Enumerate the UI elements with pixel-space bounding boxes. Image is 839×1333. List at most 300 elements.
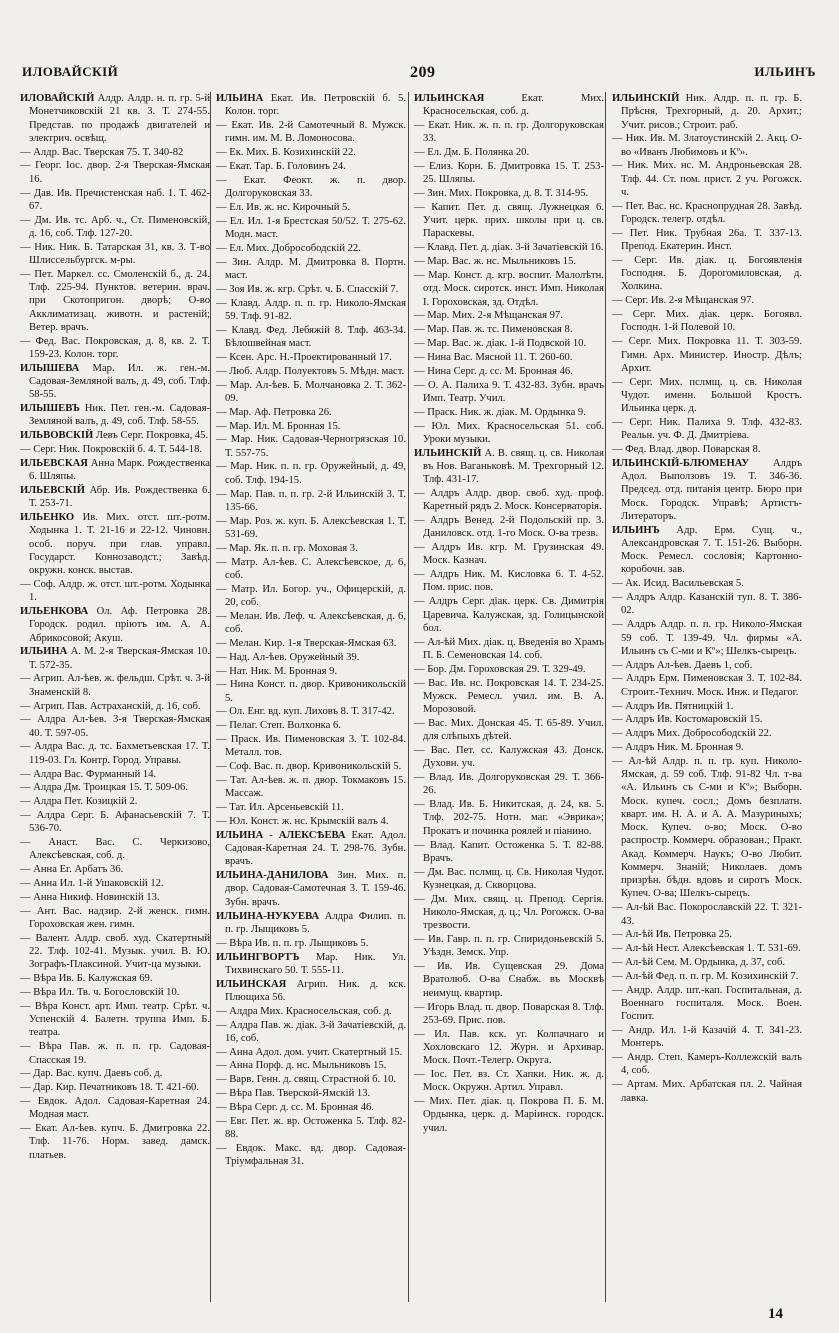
- entry-text: — Мар. Аф. Петровка 26.: [216, 406, 332, 418]
- directory-entry: [20, 781, 210, 794]
- entry-text: — Дм. Ив. тс. Арб. ч., Ст. Пименовскій, д. 16, соб. Тлф. 127-20.: [20, 214, 210, 239]
- directory-entry: [216, 92, 406, 119]
- entry-text: — Екат. Ив. 2-й Самотечный 8. Мужск. гимн. им. М. В. Ломоносова.: [216, 120, 406, 145]
- entry-text: — Алдр. Вас. Тверская 75. Т. 340-82: [20, 146, 184, 158]
- entry-text: — Тат. Ал-ѣев. ж. п. двор. Токмаковъ 15. Массаж.: [216, 775, 406, 800]
- directory-entry: [216, 379, 406, 406]
- entry-text: — Алдръ Ник. М. Бронная 9.: [612, 742, 744, 754]
- directory-entry: [414, 406, 604, 419]
- entry-text: — Серг. Мих. пслмщ. ц. св. Николая Чудот. именн. Большой Кростъ. Ильинка церк. д.: [612, 376, 802, 415]
- directory-entry: [20, 605, 210, 645]
- entry-text: — Серг. Ив. діак. ц. Богоявленія Господня. Б. Дорогомиловская, д. Холкина.: [612, 254, 802, 293]
- directory-entry: [612, 741, 802, 754]
- directory-entry: [414, 309, 604, 322]
- entry-text: — Серг. Ник. Палиха 9. Тлф. 432-83. Реальн. уч. Ф. Д. Дмитріева.: [612, 416, 802, 442]
- entry-text: Зин. Мих. п. двор. Садовая-Самотечная 3. Т. 159-46. Зубн. врачъ.: [225, 870, 406, 908]
- directory-entry: [612, 443, 802, 456]
- entry-surname: ИЛЫШЕВА: [20, 362, 80, 374]
- directory-entry: [20, 268, 210, 334]
- directory-entry: [20, 877, 210, 890]
- entry-text: — Ел. Дм. Б. Полянка 20.: [414, 147, 530, 159]
- directory-entry: [20, 809, 210, 836]
- entry-text: — Алдръ Ив. Костомаровскій 15.: [612, 714, 763, 726]
- entry-text: — Алдръ Ал-ѣев. Даевъ 1, соб.: [612, 659, 753, 671]
- entry-text: — Мар. Пав. ж. тс. Пименовская 8.: [414, 324, 573, 336]
- column-divider: [408, 92, 409, 1302]
- directory-entry: [216, 297, 406, 324]
- entry-text: — Алдра Пет. Козицкій 2.: [20, 796, 138, 808]
- entry-text: — Валент. Алдр. своб. худ. Скатертный 22. Тлф. 102-41. Музык. учил. В. Ю. Зографъ-Плаксиной. Учит-ца музыки.: [20, 932, 210, 971]
- entry-text: — Ал-ѣй Фед. п. п. гр. М. Козихинскій 7.: [612, 970, 799, 982]
- entry-text: — Нина Серг. д. сс. М. Бронная 46.: [414, 365, 573, 377]
- entry-surname: ИЛЬЕНКО: [20, 512, 75, 524]
- entry-text: — Мар. Конст. д. кгр. воспит. Малолѣтн. отд. Моск. сиротск. инст. Имп. Николая I. Гороховская, зд. Отдѣл.: [414, 270, 604, 308]
- entry-text: — Матр. Ал-ѣев. С. Алексѣевское, д. 6, соб.: [216, 556, 406, 581]
- directory-entry: [20, 1081, 210, 1094]
- entry-text: — Серг. Мих. Покровка 11. Т. 303-59. Гимн. Арх. Министер. Иностр. Дѣлъ; Архит.: [612, 336, 802, 374]
- directory-entry: [414, 160, 604, 187]
- entry-text: Екат. Мих. Красносельская, соб. д.: [423, 93, 604, 118]
- entry-text: — Ив. Гавр. п. п. гр. Спиридоньевскій 5. Уѣздн. Земск. Упр.: [414, 934, 604, 959]
- directory-entry: [414, 241, 604, 254]
- column-divider: [605, 92, 606, 1302]
- directory-entry: [216, 637, 406, 650]
- entry-text: — Вѣра Пав. ж. п. п. гр. Садовая-Спасская 19.: [20, 1041, 210, 1066]
- entry-text: — Георг. Іос. двор. 2-я Тверская-Ямская 16.: [20, 160, 210, 185]
- entry-text: — Серг. Ив. 2-я Мѣщанская 97.: [612, 295, 755, 307]
- entry-text: — Фед. Влад. двор. Поварская 8.: [612, 444, 761, 456]
- entry-text: Ник. Алдр. п. п. гр. Б. Прѣсня, Трехгорный, д. 20. Архит.; Учит. рисов.; Строит. раб.: [621, 93, 802, 131]
- entry-text: — Дм. Мих. свящ. ц. Препод. Сергія. Николо-Ямская, д. ц.; Чл. Рогожск. О-ва трезвости.: [414, 893, 604, 932]
- entry-text: — Зин. Мих. Покровка, д. 8. Т. 314-95.: [414, 188, 589, 200]
- entry-text: — Нина Конст. п. двор. Кривоникольскій 5.: [216, 679, 406, 704]
- directory-entry: [612, 92, 802, 132]
- directory-entry: [20, 1122, 210, 1162]
- entry-text: Агрип. Ник. д. кск. Плющиха 56.: [225, 978, 406, 1003]
- entry-text: — Соф. Вас. п. двор. Кривоникольскій 5.: [216, 761, 402, 773]
- directory-entry: [216, 1101, 406, 1114]
- entry-text: — Вѣра Серг. д. сс. М. Бронная 46.: [216, 1102, 374, 1113]
- entry-text: — Анаст. Вас. С. Черкизово, Алексѣевская, соб. д.: [20, 837, 210, 862]
- entry-text: — Вѣра Конст. арт. Имп. театр. Срѣт. ч. Успенскій 4. Балетн. труппа Имп. Б. театра.: [20, 1000, 210, 1039]
- entry-text: — Ел. Ил. 1-я Брестская 50/52. Т. 275-62. Модн. маст.: [216, 215, 406, 241]
- entry-text: — Ел. Мих. Добросободскій 22.: [216, 242, 361, 254]
- header-right-word: ИЛЬИНЪ: [754, 64, 816, 79]
- directory-entry: [612, 376, 802, 416]
- directory-entry: [612, 524, 802, 577]
- directory-entry: [216, 351, 406, 364]
- directory-entry: [20, 1000, 210, 1040]
- directory-entry: [612, 254, 802, 294]
- directory-entry: [414, 337, 604, 350]
- entry-text: — Ил. Пав. кск. уг. Колпачнаго и Хохловскаго 12. Журн. и Архивар. Моск. Почт.-Телегр. Округа.: [414, 1028, 604, 1067]
- directory-entry: [414, 269, 604, 309]
- entry-text: — Клавд. Пет. д. діак. 3-й Зачатіевскій 16.: [414, 242, 604, 254]
- directory-entry: [216, 760, 406, 773]
- entry-text: — Елиз. Корн. Б. Дмитровка 15. Т. 253-25. Шляпы.: [414, 161, 604, 186]
- directory-entry: [414, 487, 604, 514]
- entry-surname: ИЛЬИНСКІЙ: [612, 93, 680, 104]
- directory-entry: [216, 610, 406, 637]
- entry-surname: ИЛЬИНСКАЯ: [216, 978, 287, 990]
- directory-entry: [20, 836, 210, 863]
- directory-entry: [216, 406, 406, 419]
- entry-text: — Мар. Вас. ж. нс. Мыльниковъ 15.: [414, 256, 577, 268]
- directory-entry: [216, 542, 406, 555]
- directory-entry: [216, 433, 406, 460]
- directory-entry: [414, 1001, 604, 1028]
- directory-entry: [20, 335, 210, 362]
- directory-entry: [612, 942, 802, 955]
- entry-text: — Іос. Пет. вз. Ст. Хапки. Ник. ж. д. Моск. Окружн. Артил. Управл.: [414, 1068, 604, 1094]
- entry-text: — Капит. Пет. д. свящ. Лужнецкая 6. Учит. церк. прих. школы при ц. св. Параскевы.: [414, 201, 604, 240]
- directory-entry: [612, 700, 802, 713]
- entry-text: — Ак. Исид. Васильевская 5.: [612, 578, 744, 590]
- entry-text: — Клавд. Фед. Лебяжій 8. Тлф. 463-34. Бѣлошвейная маст.: [216, 324, 406, 350]
- directory-entry: [20, 795, 210, 808]
- entry-text: — Серг. Ник. Покровскій б. 4. Т. 544-18.: [20, 444, 203, 456]
- directory-entry: [612, 132, 802, 159]
- directory-entry: [612, 416, 802, 443]
- directory-entry: [216, 1019, 406, 1046]
- entry-text: — Евг. Пет. ж. вр. Остоженка 5. Тлф. 82-88.: [216, 1115, 406, 1141]
- entry-text: — Фед. Вас. Покровская, д. 8, кв. 2. Т. 159-23. Колон. торг.: [20, 335, 210, 360]
- entry-text: — Екат. Ал-ѣев. купч. Б. Дмитровка 22. Тлф. 11-76. Норм. завед. дамск. платьев.: [20, 1123, 210, 1161]
- entry-text: — Влад. Ив. Долгоруковская 29. Т. 366-26.: [414, 772, 604, 797]
- directory-entry: [612, 308, 802, 335]
- directory-entry: [20, 159, 210, 186]
- directory-entry: [414, 1095, 604, 1135]
- entry-text: — О. А. Палиха 9. Т. 432-83. Зубн. врачъ Имп. Театр. Учил.: [414, 379, 604, 404]
- entry-text: — Над. Ал-ѣев. Оружейный 39.: [216, 651, 360, 663]
- entry-surname: ИЛЬИНСКАЯ: [414, 93, 485, 104]
- directory-entry: [20, 1067, 210, 1080]
- entry-text: — Юл. Мих. Красносельская 51. соб. Уроки музыки.: [414, 420, 604, 445]
- entry-text: — Дар. Вас. купч. Даевъ соб. д.: [20, 1068, 163, 1080]
- directory-entry: [20, 986, 210, 999]
- entry-surname: ИЛЬИНА: [20, 646, 68, 658]
- directory-entry: [216, 1046, 406, 1059]
- entry-text: — Ал-ѣй Алдр. п. п. гр. куп. Николо-Ямская, д. 59 соб. Тлф. 91-82 Чл. т-ва «А. Ильинъ съ С-ми и Кº»; Выборн. Моск. купеч. сосл.; Домъ безплатн. кварт. им. Н. А. и А. А. Мазуриныхъ; Моск. Купеч. о-во; Моск. О-во распростр. Коммерч. образован.; Практ. Акад. Коммерч. Наукъ; О-во Любит. Коммерч. Знаній; Николаев. домъ призрѣн. бѣдн. вдовъ и сиротъ Моск. Купеч. О-ва; Шелкъ-сырецъ.: [612, 755, 802, 900]
- directory-entry: [20, 429, 210, 442]
- directory-entry: [414, 447, 604, 487]
- entry-text: — Матр. Ил. Богор. уч., Офицерскій, д. 20, соб.: [216, 583, 406, 608]
- entry-text: Ник. Пет. ген.-м. Садовая-Земляной валъ, д. 49, соб. Тлф. 58-55.: [29, 403, 210, 428]
- entry-text: Левъ Серг. Покровка, 45.: [93, 430, 209, 442]
- directory-entry: [216, 651, 406, 664]
- directory-entry: [414, 744, 604, 771]
- directory-entry: [414, 187, 604, 200]
- directory-entry: [216, 460, 406, 487]
- directory-entry: [216, 215, 406, 242]
- directory-entry: [216, 283, 406, 296]
- directory-entry: [216, 1115, 406, 1142]
- entry-text: Ол. Аф. Петровка 28. Городск. родил. пріютъ им. А. А. Абрикосовой; Акуш.: [29, 606, 210, 644]
- directory-entry: [414, 595, 604, 635]
- entry-text: — Мар. Роз. ж. куп. Б. Алексѣевская 1. Т. 531-69.: [216, 515, 406, 540]
- directory-entry: [414, 933, 604, 960]
- directory-entry: [612, 227, 802, 254]
- entry-surname: ИЛЬИНА-ДАНИЛОВА: [216, 870, 329, 882]
- entry-text: Алдра Филип. п. п. гр. Лыщиковъ 5.: [225, 910, 406, 935]
- column-divider: [210, 92, 211, 1302]
- directory-entry: [20, 891, 210, 904]
- directory-entry: [216, 1073, 406, 1086]
- entry-text: — Юл. Конст. ж. нс. Крымскій валъ 4.: [216, 816, 389, 828]
- directory-entry: [414, 323, 604, 336]
- entry-text: — Дав. Ив. Пречистенская наб. 1. Т. 462-67.: [20, 187, 210, 212]
- directory-entry: [414, 839, 604, 866]
- directory-entry: [612, 591, 802, 618]
- entry-text: — Ал-ѣй Ив. Петровка 25.: [612, 929, 733, 941]
- entry-text: — Алдра Мих. Красносельская, соб. д.: [216, 1005, 392, 1017]
- entry-text: — Алдръ Ив. кгр. М. Грузинская 49. Моск. Казнач.: [414, 542, 604, 567]
- entry-text: — Пелаг. Степ. Волхонка 6.: [216, 720, 341, 732]
- entry-text: — Праск. Ник. ж. діак. М. Ордынка 9.: [414, 406, 586, 418]
- entry-text: — Соф. Алдр. ж. отст. шт.-ротм. Ходынка 1.: [20, 578, 210, 604]
- entry-text: — Тат. Ил. Арсеньевскій 11.: [216, 802, 344, 814]
- entry-text: — Мар. Вас. ж. діак. 1-й Подвской 10.: [414, 338, 587, 350]
- directory-entry: [216, 829, 406, 869]
- entry-text: — Алдра Вас. Фурманный 14.: [20, 768, 157, 780]
- entry-text: Ив. Мих. отст. шт.-ротм. Ходынка 1. Т. 21-16 и 22-12. Чиновн. особ. поруч. при глав. управл. Государст. Коннозаводст.; Завѣд. окружн. конск. выстав.: [29, 512, 210, 577]
- directory-entry: [20, 92, 210, 145]
- entry-text: — Пет. Вас. нс. Краснопрудная 28. Завѣд. Городск. телегр. отдѣл.: [612, 200, 802, 226]
- directory-entry: [414, 893, 604, 933]
- directory-entry: [20, 740, 210, 767]
- entry-text: — Ал-ѣй Сем. М. Ордынка, д. 37, соб.: [612, 957, 785, 969]
- directory-entry: [20, 645, 210, 672]
- directory-entry: [612, 970, 802, 983]
- entry-text: — Пет. Ник. Трубная 26а. Т. 337-13. Препод. Екатерин. Инст.: [612, 227, 802, 253]
- entry-text: — Варв. Генн. д. свящ. Страстной б. 10.: [216, 1074, 397, 1086]
- directory-entry: [216, 978, 406, 1005]
- directory-entry: [414, 636, 604, 663]
- entry-text: — Ал-ѣй Нест. Алексѣевская 1. Т. 531-69.: [612, 943, 801, 955]
- entry-text: Абр. Ив. Рождественка 6. Т. 253-71.: [29, 484, 210, 510]
- directory-entry: [414, 255, 604, 268]
- directory-entry: [612, 1078, 802, 1105]
- directory-entry: [612, 335, 802, 375]
- entry-text: — Нат. Ник. М. Бронная 9.: [216, 665, 338, 677]
- directory-entry: [216, 556, 406, 583]
- entry-text: — Агрип. Ал-ѣев. ж. фельдш. Срѣт. ч. 3-й Знаменскій 8.: [20, 673, 210, 698]
- entry-text: — Мар. Ник. п. п. гр. Оружейный, д. 49, соб. Тлф. 194-15.: [216, 461, 406, 486]
- entry-text: — Агрип. Пав. Астраханскій, д. 16, соб.: [20, 700, 201, 712]
- directory-entry: [216, 665, 406, 678]
- entry-text: — Вас. Ив. нс. Покровская 14. Т. 234-25. Мужск. Ремесл. учил. им. В. А. Морозовой.: [414, 677, 604, 716]
- directory-entry: [20, 443, 210, 456]
- entry-text: — Алдръ Алдр. двор. своб. худ. проф. Каретный рядъ 2. Моск. Консерваторія.: [414, 487, 604, 513]
- directory-entry: [414, 1068, 604, 1095]
- directory-entry: [414, 798, 604, 838]
- entry-text: — Ксен. Арс. Н.-Проектированный 17.: [216, 351, 392, 363]
- directory-entry: [20, 241, 210, 268]
- entry-text: — Анна Никиф. Новинскій 13.: [20, 891, 160, 903]
- directory-entry: [216, 1142, 406, 1169]
- directory-entry: [216, 801, 406, 814]
- entry-text: — Ив. Ив. Сущевская 29. Дома Вратолюб. О-ва Снабж. въ Москвѣ неимущ. квартир.: [414, 961, 604, 999]
- entry-text: — Ник. Ив. М. Златоустинскій 2. Акц. О-во «Иванъ Любимовъ и Кº».: [612, 133, 802, 158]
- directory-entry: [414, 541, 604, 568]
- directory-entry: [216, 365, 406, 378]
- entry-text: — Вас. Пет. сс. Калужская 43. Донск. Духовн. уч.: [414, 745, 604, 770]
- directory-entry: [414, 514, 604, 541]
- entry-text: Екат. Ив. Петровскій б. 5. Колон. торг.: [225, 93, 406, 118]
- entry-text: — Алдра Серг. Б. Афанасьевскій 7. Т. 536-70.: [20, 810, 210, 835]
- entry-surname: ИЛЬИНСКІЙ-БЛЮМЕНАУ: [612, 457, 750, 469]
- entry-text: — Пет. Маркел. сс. Смоленскій б., д. 24. Тлф. 225-94. Пунктов. ветерин. врач. при Скотопригон. дворѣ; О-во Акклиматизац. животн. и растеній; Ветер. врачъ.: [20, 268, 210, 333]
- entry-text: — Андр. Алдр. шт.-кап. Госпитальная, д. Военнаго госпиталя. Моск. Воен. Госпит.: [612, 984, 802, 1023]
- entry-text: — Мар. Ал-ѣев. Б. Молчановка 2. Т. 362-09.: [216, 379, 406, 404]
- entry-text: — Влад. Ив. Б. Никитская, д. 24, кв. 5. Тлф. 202-75. Нотн. маг. «Эврика»; Прокатъ и починка роялей и піанино.: [414, 799, 604, 837]
- entry-text: Анна Марк. Рождественка 6. Шляпы.: [29, 457, 210, 483]
- header-left-word: ИЛОВАЙСКІЙ: [22, 64, 119, 79]
- directory-entry: [612, 1024, 802, 1051]
- directory-entry: [20, 578, 210, 605]
- directory-entry: [414, 201, 604, 241]
- directory-entry: [612, 294, 802, 307]
- directory-entry: [612, 159, 802, 199]
- entry-surname: ИЛЬИНГВОРТЪ: [216, 951, 300, 963]
- entry-text: — Дм. Вас. пслмщ. ц. Св. Николая Чудот. Кузнецкая, д. Скворцова.: [414, 866, 604, 891]
- entry-text: — Алдра Вас. д. тс. Бахметьевская 17. Т. 119-03. Гл. Контр. Город. Управы.: [20, 741, 210, 766]
- entry-text: Алдръ Адол. Выползовъ 19. Т. 346-36. Председ. отд. питанія центр. Бюро при Моск. Городск. Управѣ; Артистъ-Литераторъ.: [621, 457, 802, 522]
- entry-text: — Клавд. Алдр. п. п. гр. Николо-Ямская 59. Тлф. 91-82.: [216, 297, 406, 322]
- entry-text: — Ант. Вас. надзир. 2-й женск. гимн. Гороховская жен. гимн.: [20, 905, 210, 931]
- entry-text: — Ник. Мих. нс. М. Андроньевская 28. Тлф. 44. Ст. пом. прист. 2 уч. Рогожск. ч.: [612, 160, 802, 198]
- directory-entry: [414, 677, 604, 717]
- entry-text: — Анна Порф. д. нс. Мыльниковъ 15.: [216, 1060, 387, 1072]
- entry-text: — Алдръ Венед. 2-й Подольскій пр. 3. Даниловск. отд. 1-го Моск. О-ва трезв.: [414, 515, 604, 540]
- entry-text: А. М. 2-я Тверская-Ямская 10. Т. 572-35.: [29, 646, 210, 671]
- entry-text: — Люб. Алдр. Полуектовъ 5. Мѣдн. маст.: [216, 365, 405, 377]
- entry-surname: ИЛЬЕНКОВА: [20, 606, 89, 617]
- entry-text: — Ник. Ник. Б. Татарская 31, кв. 3. Т-во Шлиссельбургск. м-ры.: [20, 241, 210, 266]
- directory-entry: [216, 733, 406, 760]
- directory-entry: [612, 1051, 802, 1078]
- directory-entry: [20, 457, 210, 484]
- entry-text: — Алдръ Ник. М. Кисловка 6. Т. 4-52. Пом. прис. пов.: [414, 569, 604, 594]
- entry-text: — Зин. Алдр. М. Дмитровка 8. Портн. маст.: [216, 256, 406, 281]
- directory-entry: [612, 928, 802, 941]
- column-2: [216, 92, 406, 1297]
- directory-entry: [216, 174, 406, 201]
- directory-entry: [216, 937, 406, 950]
- entry-text: — Вѣра Пав. Тверской-Ямскій 13.: [216, 1088, 371, 1100]
- entry-text: — Евдок. Адол. Садовая-Каретная 24. Модная маст.: [20, 1096, 210, 1121]
- entry-text: — Екат. Тар. Б. Головинъ 24.: [216, 161, 346, 173]
- entry-text: Екат. Адол. Садовая-Каретная 24. Т. 298-76. Зубн. врачъ.: [225, 829, 406, 868]
- entry-text: — Влад. Капит. Остоженка 5. Т. 82-88. Врачъ.: [414, 839, 604, 864]
- entry-text: Алдр. Алдр. н. п. гр. 5-й Монетчиковскій 21 кв. 3. Т. 274-55. Представ. по продажѣ двигателей и электрич. освѣщ.: [29, 93, 210, 144]
- directory-entry: [20, 146, 210, 159]
- entry-text: — Мар. Мих. 2-я Мѣщанская 97.: [414, 310, 563, 322]
- directory-entry: [20, 484, 210, 511]
- entry-text: — Бор. Дм. Гороховская 29. Т. 329-49.: [414, 663, 586, 675]
- directory-entry: [216, 869, 406, 909]
- directory-entry: [414, 146, 604, 159]
- directory-entry: [216, 324, 406, 351]
- directory-entry: [216, 1005, 406, 1018]
- entry-surname: ИЛЬИНСКІЙ: [414, 447, 482, 459]
- directory-entry: [216, 583, 406, 610]
- column-1: [20, 92, 210, 1297]
- directory-entry: [414, 771, 604, 798]
- directory-entry: [216, 256, 406, 283]
- entry-surname: ИЛЬВОВСКІЙ: [20, 430, 94, 442]
- entry-text: — Алдра Пав. ж. діак. 3-й Зачатіевскій, д. 16, соб.: [216, 1019, 406, 1044]
- entry-text: — Мелан. Ив. Леф. ч. Алексѣевская, д. 6, соб.: [216, 610, 406, 635]
- directory-entry: [20, 932, 210, 972]
- directory-entry: [612, 901, 802, 928]
- entry-text: — Зоя Ив. ж. кгр. Срѣт. ч. Б. Спасскій 7.: [216, 283, 399, 295]
- entry-text: — Алдръ Серг. діак. церк. Св. Димитрія Царевича. Калужская, зд. Голицынской бол.: [414, 596, 604, 634]
- directory-entry: [612, 200, 802, 227]
- directory-entry: [216, 678, 406, 705]
- directory-entry: [612, 984, 802, 1024]
- entry-text: А. В. свящ. ц. св. Николая въ Нов. Ваганьковѣ. М. Трехгорный 12. Тлф. 431-17.: [423, 447, 604, 486]
- directory-entry: [216, 719, 406, 732]
- directory-entry: [216, 146, 406, 159]
- entry-text: Мар. Ил. ж. ген.-м. Садовая-Земляной валъ, д. 49, соб. Тлф. 58-55.: [29, 362, 210, 401]
- entry-text: — Праск. Ив. Пименовская 3. Т. 102-84. Металл. тов.: [216, 734, 406, 759]
- entry-text: — Мар. Пав. п. п. гр. 2-й Ильинскій 3. Т. 135-66.: [216, 488, 406, 513]
- directory-entry: [20, 1095, 210, 1122]
- entry-text: — Вѣра Ив. Б. Калужская 69.: [20, 973, 153, 985]
- entry-text: — Алдръ Ив. Пятницкій 1.: [612, 700, 734, 712]
- directory-entry: [216, 420, 406, 433]
- directory-entry: [414, 365, 604, 378]
- entry-text: — Игорь Влад. п. двор. Поварская 8. Тлф. 253-69. Прис. пов.: [414, 1001, 604, 1026]
- directory-entry: [612, 659, 802, 672]
- entry-text: — Ал-ѣй Мих. діак. ц. Введенія во Храмъ П. Б. Семеновская 14. соб.: [414, 636, 604, 661]
- entry-text: — Алдръ Ерм. Пименовская 3. Т. 102-84. Строит.-Технич. Моск. Инж. и Педагог.: [612, 673, 802, 698]
- directory-entry: [20, 672, 210, 699]
- entry-text: — Евдок. Макс. вд. двор. Садовая-Тріумфальная 31.: [216, 1142, 406, 1168]
- entry-text: — Вас. Мих. Донская 45. Т. 65-89. Учил. для слѣпыхъ дѣтей.: [414, 717, 604, 743]
- entry-text: — Алдръ Алдр. п. п. гр. Николо-Ямская 59 соб. Т. 139-49. Чл. фирмы «А. Ильинъ съ С-ми и Кº»; Шелкъ-сырецъ.: [612, 619, 802, 657]
- directory-entry: [216, 160, 406, 173]
- entry-surname: ИЛЬЕВСКАЯ: [20, 457, 88, 469]
- directory-entry: [216, 951, 406, 978]
- directory-entry: [612, 672, 802, 699]
- directory-entry: [20, 1040, 210, 1067]
- directory-entry: [414, 568, 604, 595]
- directory-entry: [414, 351, 604, 364]
- entry-surname: ИЛЬИНА-НУКУЕВА: [216, 910, 320, 922]
- directory-entry: [216, 815, 406, 828]
- page-marker: 14: [768, 1306, 783, 1322]
- directory-entry: [20, 187, 210, 214]
- directory-entry: [20, 905, 210, 932]
- entry-text: — Алдръ Алдр. Казанскій туп. 8. Т. 386-02.: [612, 592, 802, 617]
- directory-entry: [216, 201, 406, 214]
- directory-entry: [20, 402, 210, 429]
- entry-text: — Ел. Ив. ж. нс. Кирочный 5.: [216, 201, 350, 213]
- entry-text: — Мих. Пет. діак. ц. Покрова П. Б. М. Ордынка, церк. д. Маріинск. городск. учил.: [414, 1096, 604, 1134]
- directory-entry: [20, 511, 210, 577]
- directory-entry: [20, 713, 210, 740]
- entry-text: — Дар. Кир. Печатниковъ 18. Т. 421-60.: [20, 1082, 199, 1094]
- entry-text: — Анна Ег. Арбатъ 36.: [20, 864, 124, 876]
- entry-text: — Алдра Ал-ѣев. 3-я Тверская-Ямская 40. Т. 597-05.: [20, 714, 210, 739]
- entry-surname: ИЛЬИНЪ: [612, 524, 660, 536]
- directory-entry: [414, 663, 604, 676]
- directory-entry: [216, 515, 406, 542]
- entry-text: — Мар. Ил. М. Бронная 15.: [216, 420, 341, 432]
- directory-entry: [414, 420, 604, 447]
